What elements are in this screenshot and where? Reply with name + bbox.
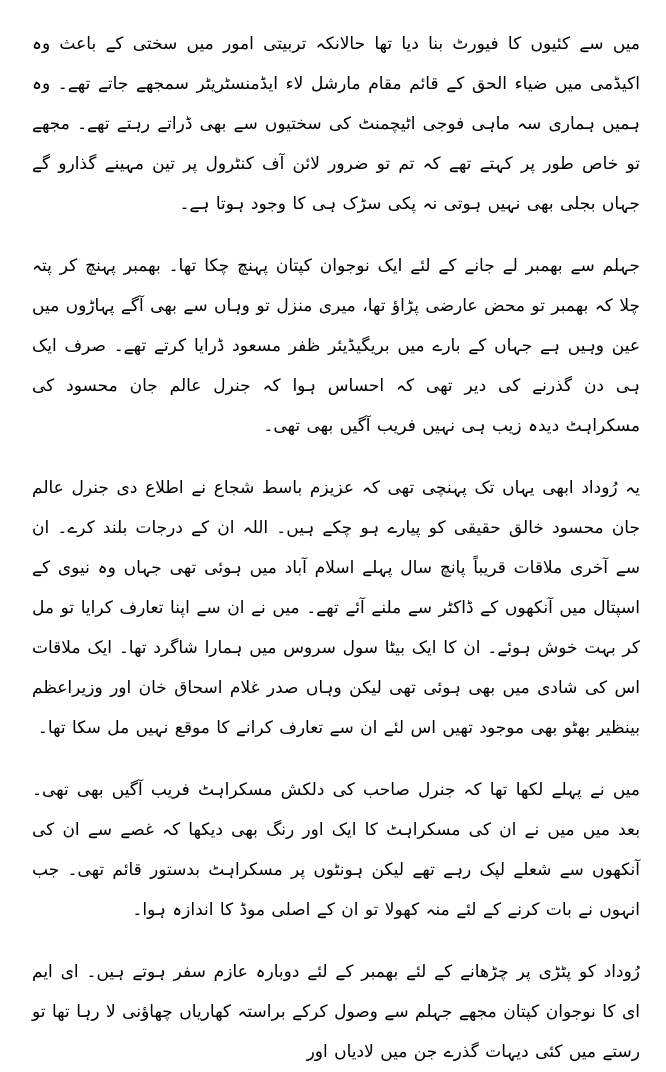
paragraph-5: رُوداد کو پٹڑی پر چڑھانے کے لئے بھمبر کے لئے دوبارہ عازم سفر ہوتے ہیں۔ ای ایم ای کا نوجوان کپتان مجھے جہلم سے وصول کرکے براستہ کھاریاں چھاؤنی لا رہا تھا تو رستے میں کئی دیہات گذرے جن میں لادیاں اور: [32, 962, 640, 1062]
paragraph-2: جہلم سے بھمبر لے جانے کے لئے ایک نوجوان کپتان پہنچ چکا تھا۔ بھمبر پہنچ کر پتہ چلا کہ بھمبر تو محض عارضی پڑاؤ تھا، میری منزل تو وہاں سے بھی آگے پہاڑوں میں عین وہیں ہے جہاں کے بارے میں بریگیڈیئر ظفر مسعود ڈرایا کرتے تھے۔ صرف ایک ہی دن گذرنے کی دیر تھی کہ احساس ہوا کہ جنرل عالم جان محسود کی مسکراہٹ دیدہ زیب ہی نہیں فریب آگیں بھی تھی۔: [32, 256, 640, 436]
paragraph-1: میں سے کئیوں کا فیورٹ بنا دیا تھا حالانکہ تربیتی امور میں سختی کے باعث وہ اکیڈمی میں ضیاء الحق کے قائم مقام مارشل لاء ایڈمنسٹریٹر سمجھے جاتے تھے۔ وہ ہمیں ہماری سہ ماہی فوجی اٹیچمنٹ کی سختیوں سے بھی ڈراتے رہتے تھے۔ مجھے تو خاص طور پر کہتے تھے کہ تم تو ضرور لائن آف کنٹرول پر تین مہینے گذارو گے جہاں بجلی بھی نہیں ہوتی نہ پکی سڑک ہی کا وجود ہوتا ہے۔: [32, 34, 640, 214]
paragraph-4: میں نے پہلے لکھا تھا کہ جنرل صاحب کی دلکش مسکراہٹ فریب آگیں بھی تھی۔ بعد میں میں نے ان کی مسکراہٹ کا ایک اور رنگ بھی دیکھا کہ غصے سے ان کی آنکھوں سے شعلے لپک رہے تھے لیکن ہونٹوں پر مسکراہٹ بدستور قائم تھی۔ جب انہوں نے بات کرنے کے لئے منہ کھولا تو ان کے اصلی موڈ کا اندازہ ہوا۔: [32, 780, 640, 920]
urdu-text-block: [32, 24, 640, 1072]
paragraph-3: یہ رُوداد ابھی یہاں تک پہنچی تھی کہ عزیزم باسط شجاع نے اطلاع دی جنرل عالم جان محسود خالق حقیقی کو پیارے ہو چکے ہیں۔ اللہ ان کے درجات بلند کرے۔ ان سے آخری ملاقات قریباً پانچ سال پہلے اسلام آباد میں ہوئی تھی جہاں وہ نیوی کے اسپتال میں آنکھوں کے ڈاکٹر سے ملنے آئے تھے۔ میں نے ان سے اپنا تعارف کرایا تو مل کر بہت خوش ہوئے۔ ان کا ایک بیٹا سول سروس میں ہمارا شاگرد تھا۔ ایک ملاقات اس کی شادی میں بھی ہوئی تھی لیکن وہاں صدر غلام اسحاق خان اور وزیراعظم بینظیر بھٹو بھی موجود تھیں اس لئے ان سے تعارف کرانے کا موقع نہیں مل سکا تھا۔: [32, 478, 640, 738]
